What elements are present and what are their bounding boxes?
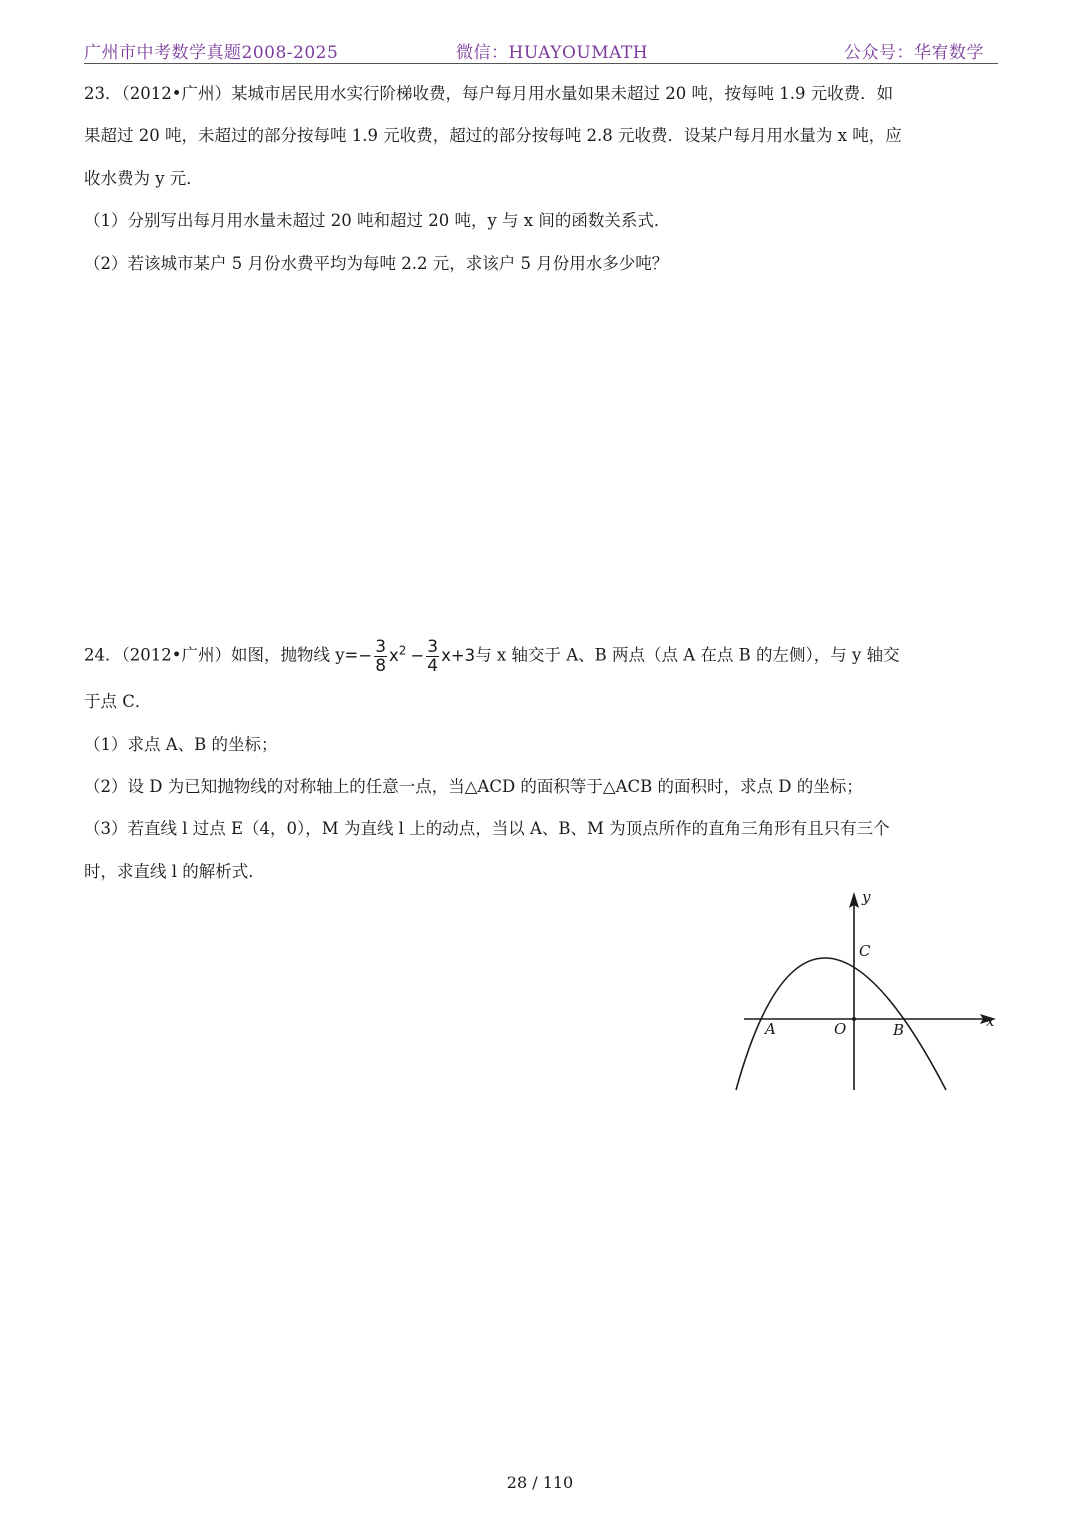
fraction-3-8 — [374, 638, 387, 675]
label-y: y — [862, 888, 871, 906]
q23-line-2: 果超过 20 吨，未超过的部分按每吨 1.9 元收费，超过的部分按每吨 2.8 元收费．设某户每月用水量为 x 吨，应 — [84, 126, 902, 145]
q23-part-1: （1）分别写出每月用水量未超过 20 吨和超过 20 吨，y 与 x 间的函数关系式． — [84, 211, 671, 230]
page-number: 28 / 110 — [506, 1473, 574, 1492]
fraction-3-4 — [426, 638, 439, 675]
q24-line-2: 于点 C． — [84, 692, 152, 711]
exponent: 2 — [398, 643, 407, 657]
minus-sign: − — [358, 645, 373, 665]
minus-sign: − — [410, 645, 425, 665]
q24-part-2: （2）设 D 为已知抛物线的对称轴上的任意一点，当△ACD 的面积等于△ACB 的面积时，求点 D 的坐标； — [84, 777, 863, 796]
label-x: x — [986, 1012, 995, 1030]
fraction-numerator: 3 — [427, 636, 439, 657]
q24-part-3b: 时，求直线 l 的解析式． — [84, 862, 265, 881]
label-a: A — [765, 1020, 776, 1038]
fraction-denominator: 8 — [375, 655, 387, 676]
q24-part-1: （1）求点 A、B 的坐标； — [84, 735, 278, 754]
q24-line-1 — [84, 628, 900, 678]
q24-prefix: 24．（2012•广州）如图，抛物线 y= — [84, 645, 359, 665]
label-b: B — [893, 1021, 905, 1039]
linear-term: x+3 — [441, 645, 476, 665]
q23-line-1: 23．（2012•广州）某城市居民用水实行阶梯收费，每户每月用水量如果未超过 20 吨，按每吨 1.9 元收费．如 — [84, 84, 894, 103]
q24-formula — [358, 636, 476, 676]
q24-part-3a: （3）若直线 l 过点 E（4，0），M 为直线 l 上的动点，当以 A、B、M 为顶点所作的直角三角形有且只有三个 — [84, 819, 890, 838]
parabola-figure — [728, 884, 1008, 1096]
variable-x: x — [389, 645, 399, 665]
header-divider — [84, 63, 998, 64]
q23-line-3: 收水费为 y 元． — [84, 169, 203, 188]
header-title: 广州市中考数学真题2008-2025 — [84, 43, 339, 63]
q23-part-2: （2）若该城市某户 5 月份水费平均为每吨 2.2 元，求该户 5 月份用水多少吨？ — [84, 254, 669, 273]
label-o: O — [834, 1020, 847, 1038]
header-wechat: 微信：HUAYOUMATH — [456, 43, 649, 63]
header-account: 公众号：华宥数学 — [844, 43, 984, 63]
q24-suffix: 与 x 轴交于 A、B 两点（点 A 在点 B 的左侧），与 y 轴交 — [475, 645, 900, 665]
fraction-denominator: 4 — [427, 655, 439, 676]
fraction-numerator: 3 — [375, 636, 387, 657]
label-c: C — [859, 942, 871, 960]
origin-point — [852, 1017, 856, 1021]
